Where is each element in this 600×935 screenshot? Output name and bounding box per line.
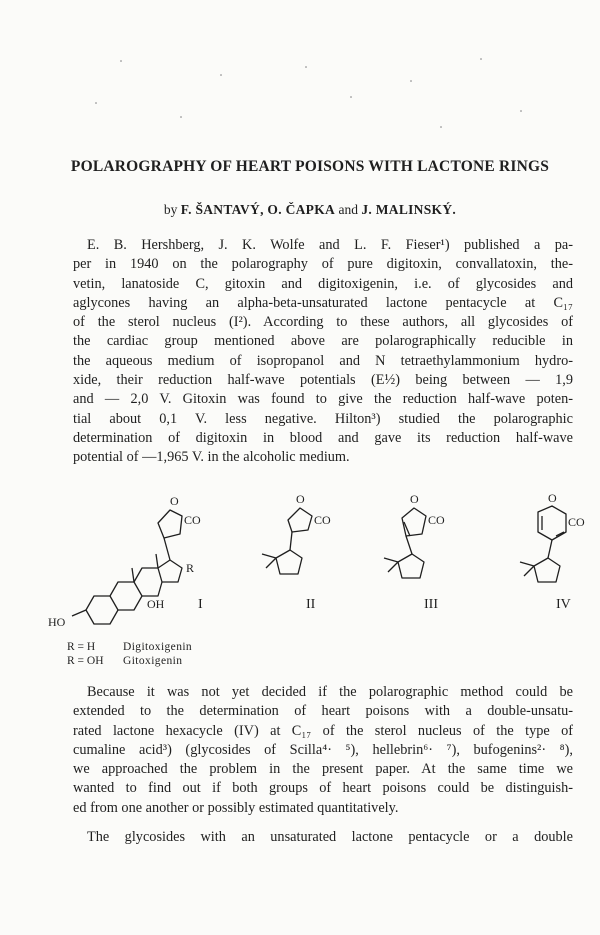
text-line: the cardiac group mentioned above are polarographically reducible in — [73, 333, 573, 350]
text-line: Because it was not yet decided if the polarographic method could be — [87, 684, 573, 700]
paragraph-intro — [73, 236, 573, 468]
oxygen-label: O — [548, 491, 557, 505]
author-and: and — [338, 202, 358, 217]
oxygen-label: O — [296, 492, 305, 506]
ho-label: HO — [48, 615, 66, 629]
oxygen-label: O — [170, 494, 179, 508]
author-by: by — [163, 202, 178, 217]
structure-iv — [520, 506, 566, 582]
text-line: extended to the determination of heart poisons with a double-unsatu- — [73, 703, 573, 720]
carbonyl-label: CO — [314, 513, 331, 527]
text-line: vetin, lanatoside C, gitoxin and digitoxigenin, i.e. of glycosides and — [73, 275, 573, 292]
oh-label: OH — [147, 597, 165, 611]
structure-ii — [262, 508, 312, 574]
numeral-iv: IV — [556, 597, 571, 612]
numeral-ii: II — [306, 597, 316, 612]
text-line: xide, their reduction half-wave potentials (E½) being between — 1,9 — [73, 372, 573, 389]
paragraph-glycosides — [73, 828, 573, 847]
carbonyl-label: CO — [428, 513, 445, 527]
oxygen-label: O — [410, 492, 419, 506]
article-title: POLAROGRAPHY OF HEART POISONS WITH LACTONE RINGS — [70, 158, 550, 175]
author-line — [40, 202, 580, 218]
text-line: cumaline acid³) (glycosides of Scilla⁴· ⁵), hellebrin⁶· ⁷), bufogenins²· ⁸), — [73, 741, 573, 758]
paragraph-approach — [73, 683, 573, 818]
text-line: of the sterol nucleus (I²). According to these authors, all glycosides of — [73, 314, 573, 331]
text-line: E. B. Hershberg, J. K. Wolfe and L. F. Fieser¹) published a pa- — [87, 237, 573, 253]
structural-formulas — [30, 488, 590, 638]
text-line: the aqueous medium of isopropanol and N tetraethylammonium hydro- — [73, 352, 573, 369]
author-last: J. MALINSKÝ. — [361, 202, 457, 217]
carbonyl-label: CO — [568, 515, 585, 529]
author-names: F. ŠANTAVÝ, O. ČAPKA — [180, 202, 336, 217]
legend-row — [67, 654, 192, 668]
text-line: determination of digitoxin in blood and gave its reduction half-wave — [73, 429, 573, 446]
structure-i — [72, 510, 182, 624]
text-line: The glycosides with an unsaturated lactone pentacycle or a double — [87, 829, 573, 845]
text-line: ed from one another or possibly estimated quantitatively. — [73, 799, 399, 816]
legend-r-value: R = OH — [67, 655, 104, 667]
text-line: wanted to find out if both groups of heart poisons could be distinguish- — [73, 780, 573, 797]
legend-compound: Gitoxigenin — [123, 655, 183, 667]
text-line: aglycones having an alpha-beta-unsaturated lactone pentacycle at C₁₇ — [73, 294, 573, 311]
formula-legend — [67, 640, 192, 668]
numeral-i: I — [198, 597, 203, 612]
structure-iii — [384, 508, 426, 578]
legend-compound: Digitoxigenin — [123, 641, 193, 653]
text-line: rated lactone hexacycle (IV) at C₁₇ of the sterol nucleus of the type of — [73, 722, 573, 739]
legend-row — [67, 640, 192, 654]
text-line: potential of —1,965 V. in the alcoholic medium. — [73, 449, 350, 466]
numeral-iii: III — [424, 597, 438, 612]
text-line: we approached the problem in the present paper. At the same time we — [73, 761, 573, 778]
text-line: tial about 0,1 V. less negative. Hilton³) studied the polarographic — [73, 410, 573, 427]
text-line: and — 2,0 V. Gitoxin was found to give the reduction half-wave poten- — [73, 391, 573, 408]
text-line: per in 1940 on the polarography of pure digitoxin, convallatoxin, the- — [73, 256, 573, 273]
r-group-label: R — [186, 561, 195, 575]
legend-r-value: R = H — [67, 641, 96, 653]
carbonyl-label: CO — [184, 513, 201, 527]
